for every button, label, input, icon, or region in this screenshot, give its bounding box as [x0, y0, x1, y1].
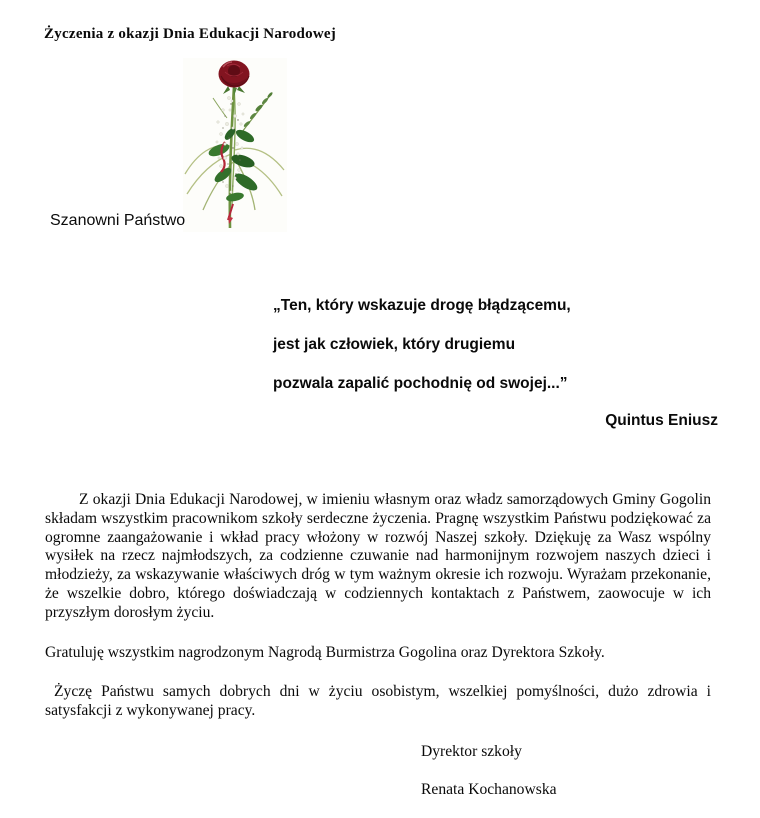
- page-title: Życzenia z okazji Dnia Edukacji Narodowej: [44, 26, 337, 42]
- salutation: Szanowni Państwo: [50, 212, 186, 229]
- rose-image: [183, 58, 287, 232]
- body-paragraph-main: Z okazji Dnia Edukacji Narodowej, w imieniu własnym oraz władz samorządowych Gminy Gogolin składam wszystkim pracownikom szkoły serdeczne życzenia. Pragnę wszystkim Państwu podziękować za ogromne zaangażowanie i wkład pracy włożony w rozwój Naszej szkoły. Dziękuję za Wasz wspólny wysiłek na rzecz najmłodszych, za codzienne czuwanie nad harmonijnym rozwojem naszych dzieci i młodzieży, za wskazywanie właściwych dróg w tym ważnym okresie ich rozwoju. Wyrażam przekonanie, że wszelkie dobro, którego doświadczają w codziennych kontaktach z Państwem, zaowocuje w ich przyszłym dorosłym życiu.: [45, 491, 711, 621]
- signature-role: Dyrektor szkoły: [421, 743, 522, 760]
- body-paragraph-wishes: Życzę Państwu samych dobrych dni w życiu osobistym, wszelkiej pomyślności, dużo zdrowia i satysfakcji z wykonywanej pracy.: [45, 683, 711, 719]
- quote-line-3: pozwala zapalić pochodnię od swojej...”: [273, 375, 568, 392]
- quote-attribution: Quintus Eniusz: [605, 412, 718, 429]
- quote-line-1: „Ten, który wskazuje drogę błądzącemu,: [273, 297, 571, 314]
- quote-block: [273, 297, 571, 414]
- signature-name: Renata Kochanowska: [421, 781, 557, 798]
- quote-line-2: jest jak człowiek, który drugiemu: [273, 336, 516, 353]
- body-paragraph-congratulations: Gratuluję wszystkim nagrodzonym Nagrodą Burmistrza Gogolina oraz Dyrektora Szkoły.: [45, 644, 605, 661]
- rose-photo-svg: [183, 58, 287, 232]
